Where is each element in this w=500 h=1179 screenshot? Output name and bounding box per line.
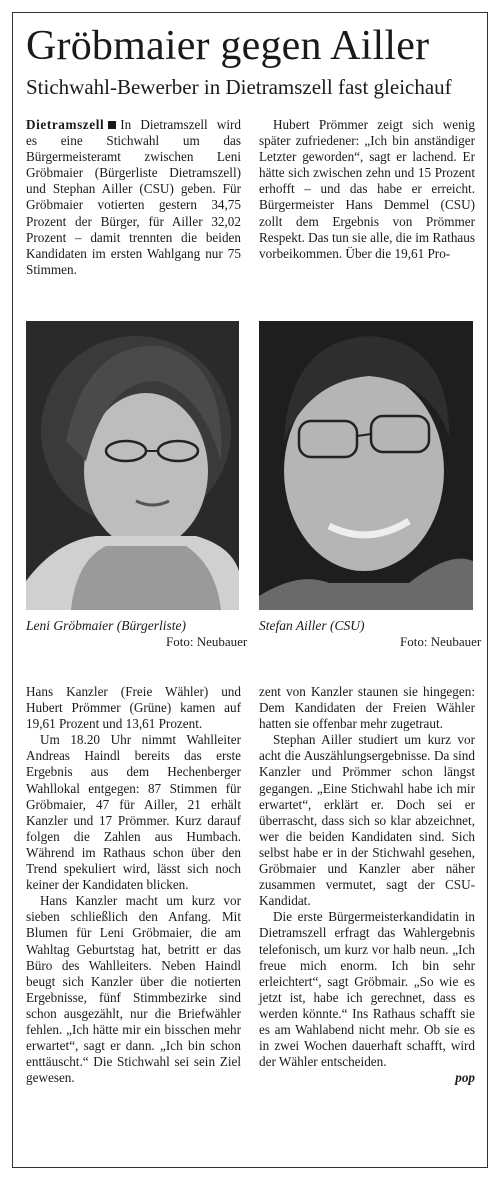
photo-caption-ailler: Stefan Ailler (CSU) [259, 618, 365, 633]
article-subheadline: Stichwahl-Bewerber in Dietramszell fast gleichauf [26, 75, 452, 99]
paragraph: zent von Kanzler staunen sie hingegen: Dem Kandidaten der Freien Wähler hatten sie offenbar mehr zugetraut. [259, 684, 475, 732]
article-headline: Gröbmaier gegen Ailler [26, 23, 430, 69]
paragraph: Hans Kanzler (Freie Wähler) und Hubert Prömmer (Grüne) kamen auf 19,61 Prozent und 13,61 Prozent. [26, 684, 241, 732]
paragraph: Hans Kanzler macht um kurz vor sieben schließlich den Anfang. Mit Blumen für Leni Gröbmaier, die am Wahltag Geburtstag hat, betritt er das Büro des Wahlleiters. Neben Haindl beugt sich Kanzler über die notierten Ergebnisse, fünf Stimmbezirke sind schon ausgezählt, nur die Briefwähler fehlen. „Ich hätte mir ein bisschen mehr erwartet“, sagt er dann. „Ich bin schon enttäuscht.“ Die Stichwahl sei sein Ziel gewesen. [26, 893, 241, 1086]
paragraph: Stephan Ailler studiert um kurz vor acht die Auszählungsergebnisse. Da sind Kanzler und Prömmer schon längst gegangen. „Eine Stichwahl habe ich mir erwartet“, erklärt er. Doch sei er überrascht, dass sich so klar abzeichnet, wer die beiden Kandidaten sind. Sich selbst habe er in der Stichwahl gesehen, Gröbmaier und Kanzler aber näher zusammen vermutet, sagt der CSU-Kandidat. [259, 732, 475, 909]
author-signature: pop [455, 1070, 475, 1086]
dateline: Dietramszell [26, 117, 105, 132]
paragraph-lead: In Dietramszell wird es eine Stichwahl um das Bürgermeisteramt zwischen Leni Gröbmaier (Bürgerliste Dietramszell) und Stephan Ailler (CSU) geben. Für Gröbmaier votierten gestern 34,75 Prozent der Bürger, für Ailler 32,02 Prozent – damit trennten die beiden Kandidaten im ersten Wahlgang nur 75 Stimmen. [26, 117, 241, 277]
paragraph: Die erste Bürgermeisterkandidatin in Dietramszell erfragt das Wahlergebnis telefonisch, um kurz vor halb neun. „Ich freue mich enorm. Ich bin sehr erleichtert“, sagt Gröbmair. „So wie es jetzt ist, habe ich gerechnet, dass es werden könnte.“ Ins Rathaus schafft sie es am Wahlabend nicht mehr. Ob sie es in zwei Wochen dauerhaft schafft, wird der Wähler entscheiden. [259, 909, 475, 1070]
photo-credit-ailler: Foto: Neubauer [400, 634, 482, 649]
photo-leni-groebmaier [26, 321, 239, 610]
column-1-bottom [26, 684, 241, 1086]
dateline-square-icon [108, 121, 116, 129]
paragraph: Um 18.20 Uhr nimmt Wahlleiter Andreas Haindl bereits das erste Ergebnis aus dem Hechenberger Wahllokal entgegen: 87 Stimmen für Gröbmaier, 47 für Ailler, 21 erhält Kanzler und 17 Prömmer. Kurz darauf folgen die Zahlen aus Humbach. Während im Rathaus schon über den Trend spekuliert wird, lässt sich noch keiner der Kandidaten blicken. [26, 732, 241, 893]
photo-stefan-ailler [259, 321, 473, 610]
paragraph: Hubert Prömmer zeigt sich wenig später zufriedener: „Ich bin anständiger Letzter geworden“, sagt er lachend. Er hätte sich zwischen zehn und 15 Prozent erhofft – und das habe er erreicht. Bürgermeister Hans Demmel (CSU) zollt dem Ergebnis von Prömmer Respekt. Das tun sie alle, die im Rathaus vorbeikommen. Über die 19,61 Pro- [259, 117, 475, 261]
column-2-top [259, 117, 475, 262]
photo-caption-groebmaier: Leni Gröbmaier (Bürgerliste) [26, 618, 186, 633]
photo-credit-groebmaier: Foto: Neubauer [166, 634, 248, 649]
column-1-top [26, 117, 241, 278]
column-2-bottom [259, 684, 475, 1086]
